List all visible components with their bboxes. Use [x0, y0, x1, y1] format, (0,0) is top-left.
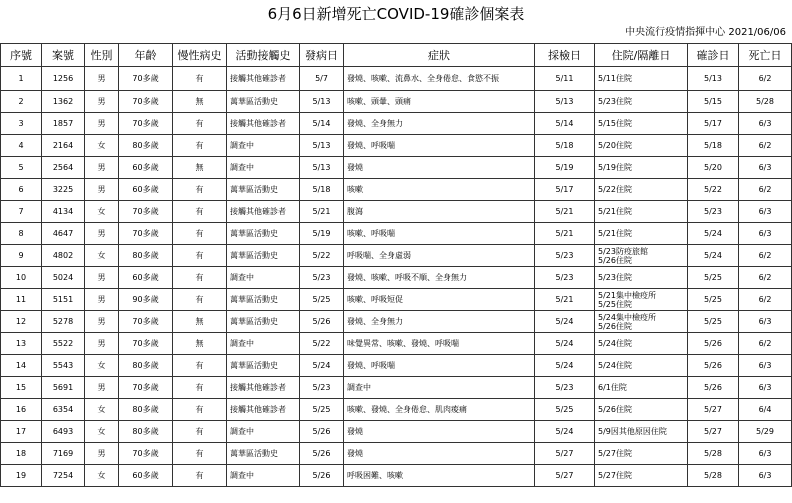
- col-onset-cell: 5/26: [300, 421, 344, 443]
- col-case-no-cell: 6354: [42, 399, 85, 421]
- col-sample-cell: 5/17: [535, 179, 595, 201]
- col-confirm-cell: 5/24: [688, 245, 739, 267]
- col-seq-cell: 2: [1, 91, 42, 113]
- col-sex-cell: 男: [85, 333, 119, 355]
- col-sample-cell: 5/24: [535, 355, 595, 377]
- col-sample-cell: 5/24: [535, 311, 595, 333]
- col-onset-cell: 5/26: [300, 311, 344, 333]
- col-seq-cell: 6: [1, 179, 42, 201]
- col-confirm-cell: 5/28: [688, 465, 739, 487]
- col-confirm-cell: 5/26: [688, 333, 739, 355]
- col-chronic-cell: 有: [173, 135, 227, 157]
- col-sex-cell: 男: [85, 91, 119, 113]
- col-confirm-cell: 5/25: [688, 311, 739, 333]
- col-onset-cell: 5/18: [300, 179, 344, 201]
- table-row: [1, 223, 792, 245]
- col-symptoms-cell: 呼吸喘、全身虛弱: [344, 245, 535, 267]
- col-sample-cell: 5/19: [535, 157, 595, 179]
- col-age-cell: 60多歲: [119, 267, 173, 289]
- col-death-cell: 6/3: [739, 311, 792, 333]
- col-age-cell: 90多歲: [119, 289, 173, 311]
- col-hospital-cell: 5/26住院: [595, 399, 688, 421]
- col-onset-cell: 5/13: [300, 91, 344, 113]
- col-sex-cell: 男: [85, 223, 119, 245]
- col-chronic-cell: 有: [173, 201, 227, 223]
- table-body: [1, 67, 792, 487]
- col-seq-cell: 19: [1, 465, 42, 487]
- col-hospital-cell: 5/24住院: [595, 355, 688, 377]
- col-contact-cell: 調查中: [227, 465, 300, 487]
- col-case-no-cell: 2164: [42, 135, 85, 157]
- col-hospital-cell: 5/27住院: [595, 465, 688, 487]
- col-symptoms-cell: 咳嗽、呼吸短促: [344, 289, 535, 311]
- col-sex-cell: 男: [85, 267, 119, 289]
- col-sample-cell: 5/13: [535, 91, 595, 113]
- col-sex-cell: 男: [85, 311, 119, 333]
- col-hospital-cell: 5/15住院: [595, 113, 688, 135]
- col-contact-cell: 接觸其他確診者: [227, 399, 300, 421]
- col-onset-cell: 5/13: [300, 157, 344, 179]
- col-sample-cell: 5/23: [535, 377, 595, 399]
- col-sample-cell: 5/11: [535, 67, 595, 91]
- col-sex-cell: 男: [85, 67, 119, 91]
- col-sex-cell: 女: [85, 355, 119, 377]
- col-hospital-cell: 5/23防疫旅館 5/26住院: [595, 245, 688, 267]
- col-case-no-cell: 1857: [42, 113, 85, 135]
- col-age-cell: 60多歲: [119, 157, 173, 179]
- col-case-no-cell: 5543: [42, 355, 85, 377]
- col-case-no-cell: 2564: [42, 157, 85, 179]
- col-hospital-cell: 5/21住院: [595, 201, 688, 223]
- col-onset-cell: 5/7: [300, 67, 344, 91]
- col-hospital-cell: 5/24住院: [595, 333, 688, 355]
- col-chronic-cell: 有: [173, 179, 227, 201]
- col-age-cell: 70多歲: [119, 311, 173, 333]
- col-contact-cell: 萬華區活動史: [227, 245, 300, 267]
- col-onset-cell: 5/13: [300, 135, 344, 157]
- col-chronic-cell: 有: [173, 355, 227, 377]
- header-col-age: 年齡: [119, 44, 173, 67]
- col-confirm-cell: 5/22: [688, 179, 739, 201]
- col-confirm-cell: 5/26: [688, 377, 739, 399]
- col-death-cell: 6/3: [739, 465, 792, 487]
- col-seq-cell: 11: [1, 289, 42, 311]
- col-chronic-cell: 有: [173, 421, 227, 443]
- col-hospital-cell: 5/23住院: [595, 91, 688, 113]
- col-seq-cell: 10: [1, 267, 42, 289]
- col-seq-cell: 7: [1, 201, 42, 223]
- col-chronic-cell: 有: [173, 465, 227, 487]
- col-sex-cell: 女: [85, 399, 119, 421]
- table-row: [1, 333, 792, 355]
- col-chronic-cell: 有: [173, 113, 227, 135]
- col-age-cell: 70多歲: [119, 333, 173, 355]
- col-seq-cell: 14: [1, 355, 42, 377]
- col-contact-cell: 接觸其他確診者: [227, 67, 300, 91]
- col-seq-cell: 9: [1, 245, 42, 267]
- col-age-cell: 80多歲: [119, 421, 173, 443]
- col-seq-cell: 8: [1, 223, 42, 245]
- col-death-cell: 6/2: [739, 67, 792, 91]
- table-row: [1, 377, 792, 399]
- col-contact-cell: 接觸其他確診者: [227, 201, 300, 223]
- col-case-no-cell: 1256: [42, 67, 85, 91]
- col-onset-cell: 5/26: [300, 443, 344, 465]
- col-seq-cell: 4: [1, 135, 42, 157]
- table-row: [1, 465, 792, 487]
- col-hospital-cell: 6/1住院: [595, 377, 688, 399]
- table-row: [1, 135, 792, 157]
- col-death-cell: 6/3: [739, 223, 792, 245]
- col-sample-cell: 5/18: [535, 135, 595, 157]
- col-age-cell: 70多歲: [119, 67, 173, 91]
- col-contact-cell: 萬華區活動史: [227, 289, 300, 311]
- header-col-sample: 採檢日: [535, 44, 595, 67]
- col-case-no-cell: 4647: [42, 223, 85, 245]
- page-title: 6月6日新增死亡COVID-19確診個案表: [267, 5, 525, 23]
- col-confirm-cell: 5/17: [688, 113, 739, 135]
- col-hospital-cell: 5/27住院: [595, 443, 688, 465]
- col-age-cell: 80多歲: [119, 355, 173, 377]
- table-row: [1, 289, 792, 311]
- col-seq-cell: 5: [1, 157, 42, 179]
- header-col-death: 死亡日: [739, 44, 792, 67]
- col-hospital-cell: 5/23住院: [595, 267, 688, 289]
- col-seq-cell: 1: [1, 67, 42, 91]
- col-onset-cell: 5/23: [300, 377, 344, 399]
- col-death-cell: 5/28: [739, 91, 792, 113]
- col-confirm-cell: 5/23: [688, 201, 739, 223]
- col-confirm-cell: 5/25: [688, 267, 739, 289]
- col-sex-cell: 男: [85, 157, 119, 179]
- col-case-no-cell: 6493: [42, 421, 85, 443]
- col-symptoms-cell: 發燒、全身無力: [344, 113, 535, 135]
- col-chronic-cell: 有: [173, 377, 227, 399]
- col-contact-cell: 萬華區活動史: [227, 179, 300, 201]
- col-age-cell: 70多歲: [119, 377, 173, 399]
- source-date: [625, 27, 786, 39]
- col-symptoms-cell: 咳嗽: [344, 179, 535, 201]
- col-case-no-cell: 3225: [42, 179, 85, 201]
- table-row: [1, 91, 792, 113]
- table-row: [1, 113, 792, 135]
- col-death-cell: 6/3: [739, 113, 792, 135]
- col-case-no-cell: 1362: [42, 91, 85, 113]
- col-death-cell: 6/3: [739, 157, 792, 179]
- col-contact-cell: 調查中: [227, 333, 300, 355]
- table-row: [1, 245, 792, 267]
- col-contact-cell: 萬華區活動史: [227, 311, 300, 333]
- col-symptoms-cell: 調查中: [344, 377, 535, 399]
- col-seq-cell: 15: [1, 377, 42, 399]
- col-confirm-cell: 5/28: [688, 443, 739, 465]
- table-row: [1, 267, 792, 289]
- col-symptoms-cell: 腹瀉: [344, 201, 535, 223]
- col-chronic-cell: 有: [173, 223, 227, 245]
- col-symptoms-cell: 發燒: [344, 157, 535, 179]
- col-sample-cell: 5/21: [535, 223, 595, 245]
- col-onset-cell: 5/19: [300, 223, 344, 245]
- col-contact-cell: 接觸其他確診者: [227, 377, 300, 399]
- header-row: [1, 44, 792, 67]
- col-contact-cell: 萬華區活動史: [227, 355, 300, 377]
- col-death-cell: 6/3: [739, 443, 792, 465]
- col-sample-cell: 5/21: [535, 289, 595, 311]
- col-age-cell: 80多歲: [119, 135, 173, 157]
- table-row: [1, 179, 792, 201]
- col-hospital-cell: 5/21住院: [595, 223, 688, 245]
- col-contact-cell: 調查中: [227, 157, 300, 179]
- col-age-cell: 60多歲: [119, 465, 173, 487]
- col-sex-cell: 男: [85, 443, 119, 465]
- col-contact-cell: 調查中: [227, 421, 300, 443]
- col-confirm-cell: 5/18: [688, 135, 739, 157]
- table-row: [1, 399, 792, 421]
- col-case-no-cell: 5522: [42, 333, 85, 355]
- col-chronic-cell: 有: [173, 245, 227, 267]
- col-seq-cell: 3: [1, 113, 42, 135]
- col-sex-cell: 男: [85, 113, 119, 135]
- col-onset-cell: 5/22: [300, 333, 344, 355]
- col-sample-cell: 5/24: [535, 333, 595, 355]
- col-onset-cell: 5/14: [300, 113, 344, 135]
- col-death-cell: 6/2: [739, 267, 792, 289]
- col-sex-cell: 男: [85, 377, 119, 399]
- col-symptoms-cell: 發燒、呼吸喘: [344, 355, 535, 377]
- col-age-cell: 70多歲: [119, 201, 173, 223]
- col-sample-cell: 5/27: [535, 465, 595, 487]
- header-col-symptoms: 症狀: [344, 44, 535, 67]
- header-col-case-no: 案號: [42, 44, 85, 67]
- col-sex-cell: 女: [85, 421, 119, 443]
- col-onset-cell: 5/26: [300, 465, 344, 487]
- header-col-confirm: 確診日: [688, 44, 739, 67]
- col-sample-cell: 5/24: [535, 421, 595, 443]
- col-hospital-cell: 5/9因其他原因住院: [595, 421, 688, 443]
- col-confirm-cell: 5/26: [688, 355, 739, 377]
- col-age-cell: 70多歲: [119, 223, 173, 245]
- col-confirm-cell: 5/15: [688, 91, 739, 113]
- col-death-cell: 6/2: [739, 179, 792, 201]
- col-age-cell: 80多歲: [119, 245, 173, 267]
- col-sex-cell: 女: [85, 201, 119, 223]
- col-symptoms-cell: 咳嗽、呼吸喘: [344, 223, 535, 245]
- col-hospital-cell: 5/11住院: [595, 67, 688, 91]
- col-death-cell: 6/2: [739, 135, 792, 157]
- col-sex-cell: 男: [85, 289, 119, 311]
- col-case-no-cell: 4802: [42, 245, 85, 267]
- col-symptoms-cell: 呼吸困難、咳嗽: [344, 465, 535, 487]
- col-contact-cell: 萬華區活動史: [227, 91, 300, 113]
- col-contact-cell: 萬華區活動史: [227, 223, 300, 245]
- col-symptoms-cell: 咳嗽、發燒、全身倦怠、肌肉痠痛: [344, 399, 535, 421]
- col-symptoms-cell: 發燒: [344, 421, 535, 443]
- case-table: [0, 43, 792, 487]
- col-onset-cell: 5/22: [300, 245, 344, 267]
- col-case-no-cell: 7254: [42, 465, 85, 487]
- col-chronic-cell: 無: [173, 91, 227, 113]
- col-chronic-cell: 有: [173, 67, 227, 91]
- col-chronic-cell: 有: [173, 289, 227, 311]
- col-onset-cell: 5/21: [300, 201, 344, 223]
- source-agency: 中央流行疫情指揮中心: [625, 27, 726, 38]
- col-case-no-cell: 5278: [42, 311, 85, 333]
- col-contact-cell: 調查中: [227, 267, 300, 289]
- table-row: [1, 311, 792, 333]
- col-death-cell: 6/3: [739, 355, 792, 377]
- col-onset-cell: 5/24: [300, 355, 344, 377]
- col-hospital-cell: 5/22住院: [595, 179, 688, 201]
- col-age-cell: 70多歲: [119, 91, 173, 113]
- col-hospital-cell: 5/24集中檢疫所 5/26住院: [595, 311, 688, 333]
- table-row: [1, 201, 792, 223]
- col-symptoms-cell: 發燒、咳嗽、呼吸不順、全身無力: [344, 267, 535, 289]
- col-sex-cell: 女: [85, 465, 119, 487]
- col-confirm-cell: 5/27: [688, 399, 739, 421]
- col-onset-cell: 5/23: [300, 267, 344, 289]
- header-col-hospital: 住院/隔離日: [595, 44, 688, 67]
- col-chronic-cell: 有: [173, 399, 227, 421]
- table-row: [1, 157, 792, 179]
- col-case-no-cell: 5024: [42, 267, 85, 289]
- col-seq-cell: 17: [1, 421, 42, 443]
- col-death-cell: 5/29: [739, 421, 792, 443]
- col-confirm-cell: 5/13: [688, 67, 739, 91]
- col-case-no-cell: 7169: [42, 443, 85, 465]
- col-onset-cell: 5/25: [300, 289, 344, 311]
- col-sex-cell: 女: [85, 135, 119, 157]
- col-onset-cell: 5/25: [300, 399, 344, 421]
- col-sample-cell: 5/14: [535, 113, 595, 135]
- col-chronic-cell: 有: [173, 443, 227, 465]
- col-confirm-cell: 5/25: [688, 289, 739, 311]
- col-seq-cell: 16: [1, 399, 42, 421]
- col-hospital-cell: 5/21集中檢疫所 5/25住院: [595, 289, 688, 311]
- report-date: 2021/06/06: [728, 27, 786, 38]
- col-death-cell: 6/3: [739, 377, 792, 399]
- col-symptoms-cell: 味覺異常、咳嗽、發燒、呼吸喘: [344, 333, 535, 355]
- col-sex-cell: 女: [85, 245, 119, 267]
- col-sample-cell: 5/21: [535, 201, 595, 223]
- col-sex-cell: 男: [85, 179, 119, 201]
- col-contact-cell: 萬華區活動史: [227, 443, 300, 465]
- col-age-cell: 80多歲: [119, 399, 173, 421]
- col-symptoms-cell: 發燒、全身無力: [344, 311, 535, 333]
- header-col-onset: 發病日: [300, 44, 344, 67]
- col-chronic-cell: 無: [173, 157, 227, 179]
- col-sample-cell: 5/23: [535, 245, 595, 267]
- col-chronic-cell: 無: [173, 311, 227, 333]
- col-seq-cell: 12: [1, 311, 42, 333]
- col-sample-cell: 5/25: [535, 399, 595, 421]
- table-row: [1, 355, 792, 377]
- col-hospital-cell: 5/20住院: [595, 135, 688, 157]
- col-death-cell: 6/2: [739, 245, 792, 267]
- col-chronic-cell: 無: [173, 333, 227, 355]
- col-sample-cell: 5/23: [535, 267, 595, 289]
- col-seq-cell: 18: [1, 443, 42, 465]
- col-chronic-cell: 有: [173, 267, 227, 289]
- col-age-cell: 70多歲: [119, 443, 173, 465]
- col-death-cell: 6/2: [739, 289, 792, 311]
- col-age-cell: 60多歲: [119, 179, 173, 201]
- col-death-cell: 6/3: [739, 201, 792, 223]
- col-case-no-cell: 5691: [42, 377, 85, 399]
- header-col-seq: 序號: [1, 44, 42, 67]
- header-col-chronic: 慢性病史: [173, 44, 227, 67]
- header-col-contact: 活動接觸史: [227, 44, 300, 67]
- col-death-cell: 6/4: [739, 399, 792, 421]
- col-contact-cell: 接觸其他確診者: [227, 113, 300, 135]
- table-row: [1, 443, 792, 465]
- col-confirm-cell: 5/24: [688, 223, 739, 245]
- col-symptoms-cell: 發燒、咳嗽、流鼻水、全身倦怠、食慾不振: [344, 67, 535, 91]
- col-case-no-cell: 4134: [42, 201, 85, 223]
- col-confirm-cell: 5/27: [688, 421, 739, 443]
- header-col-sex: 性別: [85, 44, 119, 67]
- col-death-cell: 6/2: [739, 333, 792, 355]
- col-seq-cell: 13: [1, 333, 42, 355]
- col-confirm-cell: 5/20: [688, 157, 739, 179]
- col-case-no-cell: 5151: [42, 289, 85, 311]
- table-row: [1, 421, 792, 443]
- col-sample-cell: 5/27: [535, 443, 595, 465]
- col-hospital-cell: 5/19住院: [595, 157, 688, 179]
- col-symptoms-cell: 咳嗽、頭暈、頭痛: [344, 91, 535, 113]
- col-age-cell: 70多歲: [119, 113, 173, 135]
- col-contact-cell: 調查中: [227, 135, 300, 157]
- col-symptoms-cell: 發燒: [344, 443, 535, 465]
- col-symptoms-cell: 發燒、呼吸喘: [344, 135, 535, 157]
- table-row: [1, 67, 792, 91]
